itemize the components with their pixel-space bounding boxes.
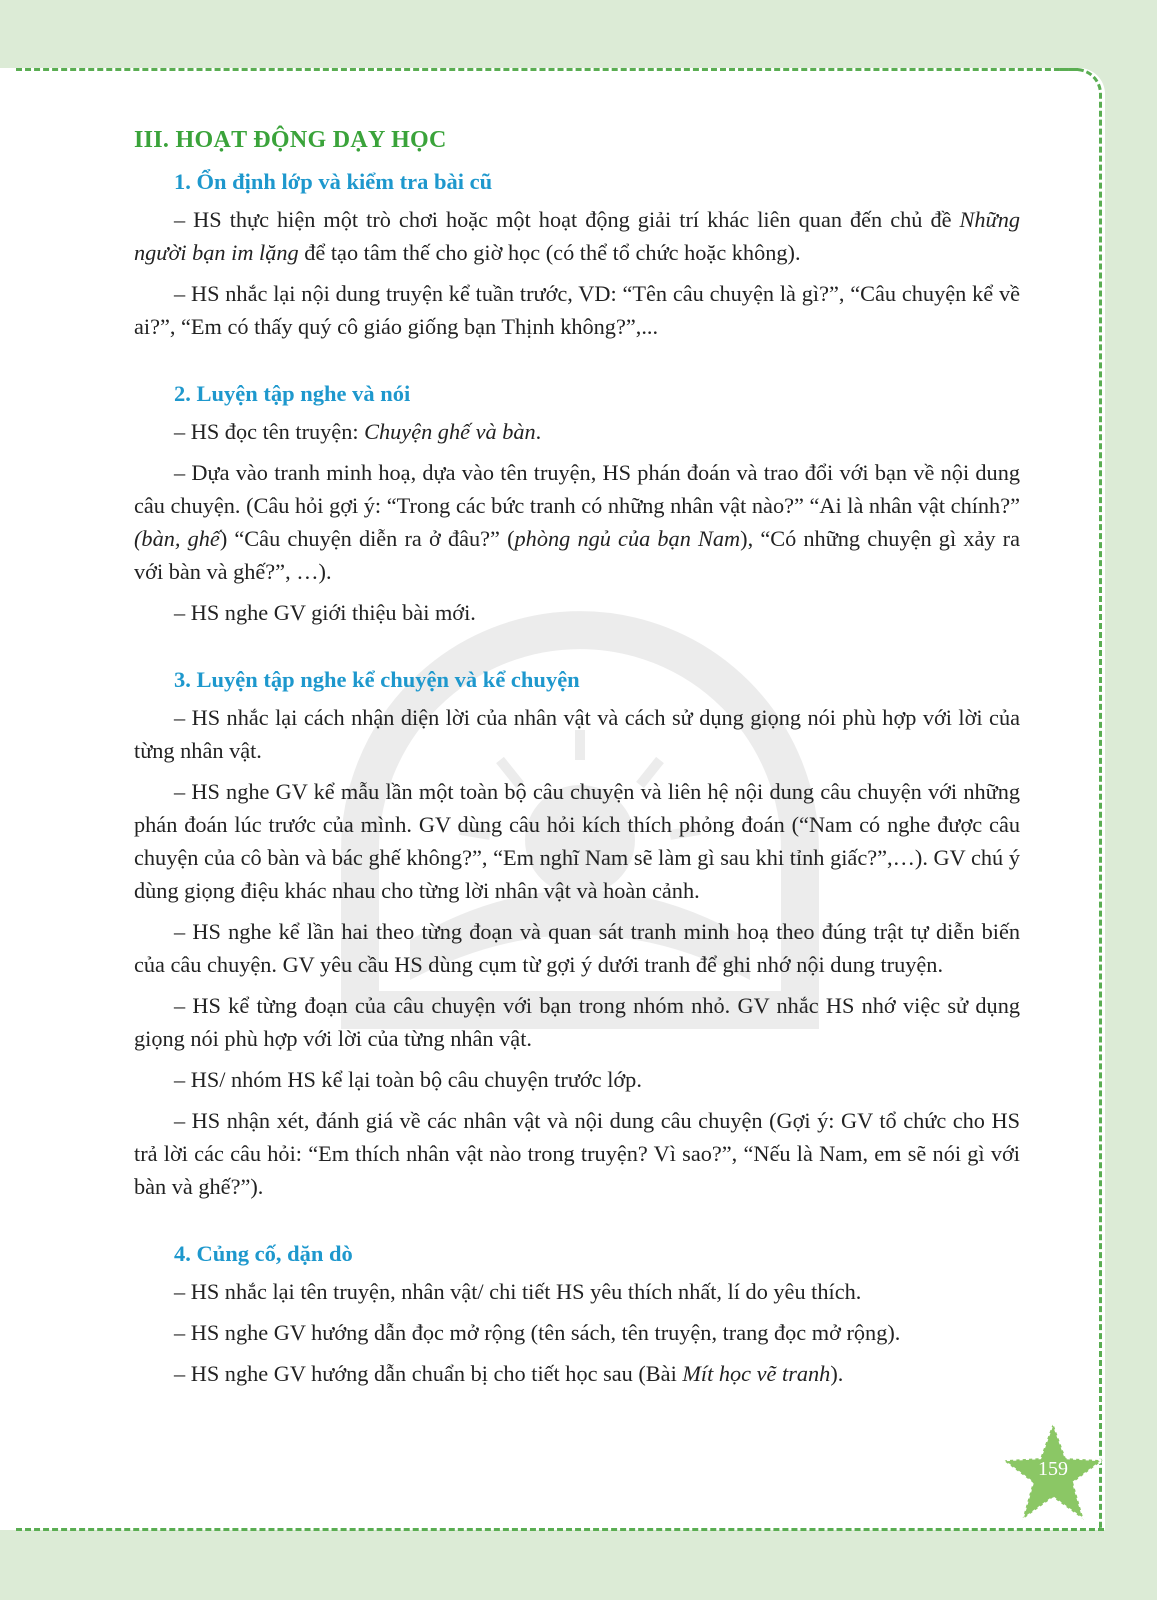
paragraph: – HS nhắc lại cách nhận diện lời của nhân vật và cách sử dụng giọng nói phù hợp với lời của từng nhân vật. — [134, 705, 1020, 763]
heading-1: 1. Ổn định lớp và kiểm tra bài cũ — [174, 169, 493, 194]
heading-4: 4. Củng cố, dặn dò — [174, 1241, 353, 1266]
section-title: III. HOẠT ĐỘNG DẠY HỌC — [134, 127, 447, 153]
paragraph: – HS kể từng đoạn của câu chuyện với bạn trong nhóm nhỏ. GV nhắc HS nhớ việc sử dụng giọng nói phù hợp với lời của từng nhân vật. — [134, 993, 1020, 1051]
page-number: 159 — [1038, 1458, 1068, 1480]
paragraph: – HS/ nhóm HS kể lại toàn bộ câu chuyện trước lớp. — [174, 1067, 642, 1092]
paragraph: – HS nhận xét, đánh giá về các nhân vật và nội dung câu chuyện (Gợi ý: GV tổ chức cho HS trả lời các câu hỏi: “Em thích nhân vật nào trong truyện? Vì sao?”, “Nếu là Nam, em sẽ nói gì với bàn và ghế?”). — [134, 1108, 1020, 1199]
page-content — [134, 124, 1020, 1398]
heading-2: 2. Luyện tập nghe và nói — [174, 381, 411, 406]
paragraph: – HS nghe GV giới thiệu bài mới. — [174, 600, 476, 625]
border-dashed-bottom — [16, 1528, 1104, 1531]
heading-3: 3. Luyện tập nghe kể chuyện và kể chuyện — [174, 667, 580, 692]
paragraph: – HS nhắc lại nội dung truyện kể tuần trước, VD: “Tên câu chuyện là gì?”, “Câu chuyện kể về ai?”, “Em có thấy quý cô giáo giống bạn Thịnh không?”,... — [134, 281, 1020, 339]
paragraph: – HS nghe GV hướng dẫn chuẩn bị cho tiết học sau (Bài Mít học vẽ tranh). — [174, 1361, 844, 1386]
paragraph: – HS nghe GV kể mẫu lần một toàn bộ câu chuyện và liên hệ nội dung câu chuyện với những phán đoán lúc trước của mình. GV dùng câu hỏi kích thích phỏng đoán (“Nam có nghe được câu chuyện của cô bàn và bác ghế không?”, “Em nghĩ Nam sẽ làm gì sau khi tỉnh giấc?”,…). GV chú ý dùng giọng điệu khác nhau cho từng lời nhân vật và hoàn cảnh. — [134, 779, 1020, 903]
paragraph: – HS nghe kể lần hai theo từng đoạn và quan sát tranh minh hoạ theo đúng trật tự diễn biến của câu chuyện. GV yêu cầu HS dùng cụm từ gợi ý dưới tranh để ghi nhớ nội dung truyện. — [134, 919, 1020, 977]
border-dashed-top — [16, 68, 1078, 71]
paragraph: – HS thực hiện một trò chơi hoặc một hoạt động giải trí khác liên quan đến chủ đề Những người bạn im lặng để tạo tâm thế cho giờ học (có thể tổ chức hoặc không). — [134, 207, 1020, 265]
paragraph: – Dựa vào tranh minh hoạ, dựa vào tên truyện, HS phán đoán và trao đổi với bạn về nội dung câu chuyện. (Câu hỏi gợi ý: “Trong các bức tranh có những nhân vật nào?” “Ai là nhân vật chính?” (bàn, ghế) “Câu chuyện diễn ra ở đâu?” (phòng ngủ của bạn Nam), “Có những chuyện gì xảy ra với bàn và ghế?”, …). — [134, 460, 1020, 584]
paragraph: – HS nghe GV hướng dẫn đọc mở rộng (tên sách, tên truyện, trang đọc mở rộng). — [174, 1320, 901, 1345]
border-dashed-right — [1060, 68, 1102, 1530]
paragraph: – HS nhắc lại tên truyện, nhân vật/ chi tiết HS yêu thích nhất, lí do yêu thích. — [174, 1279, 862, 1304]
paragraph: – HS đọc tên truyện: Chuyện ghế và bàn. — [174, 419, 542, 444]
